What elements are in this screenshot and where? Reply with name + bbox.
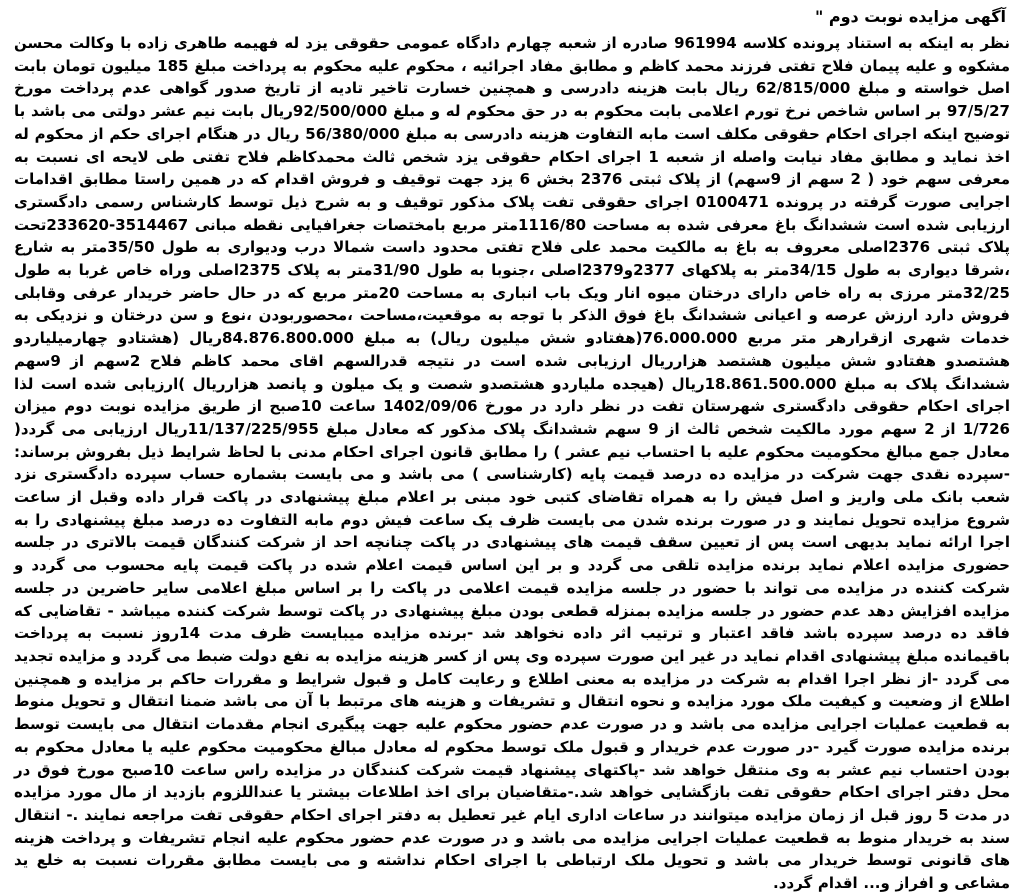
auction-notice xyxy=(13,4,1011,893)
notice-title: آگهی مزایده نوبت دوم " xyxy=(814,7,1006,26)
notice-body: نظر به اینکه به استناد پرونده کلاسه 961994 صادره از شعبه چهارم دادگاه عمومی حقوقی یزد له فهیمه طاهری زاده با وکالت محسن مشکوه و علیه پیمان فلاح تفتی فرزند محمد کاظم و مطابق مفاد اجرائیه ، محکوم علیه محکوم به پرداخت مبلغ 185 میلیون تومان بابت اصل خواسته و مبلغ 62/815/000 ریال بابت هزینه دادرسی و همچنین خسارت تاخیر تادیه از تاریخ صدور گواهی عدم پرداخت مورخ 97/5/27 بر اساس شاخص نرخ تورم اعلامی بابت محکوم به در حق محکوم له و مبلغ 92/500/000ریال بابت نیم عشر دولتی می باشد با توضیح اینکه اجرای احکام حقوقی مکلف است مابه التفاوت هزینه دادرسی به مبلغ 56/380/000 ریال در هنگام اجرای حکم از محکوم له اخذ نماید و مطابق مفاد نیابت واصله از شعبه 1 اجرای احکام حقوقی یزد شخص ثالث محمدکاظم فلاح تفتی طی لایحه ای نسبت به معرفی سهم خود ( 2 سهم از 9سهم) از پلاک ثبتی 2376 بخش 6 یزد جهت توقیف و فروش اقدام که در همین راستا مطابق اقدامات اجرایی صورت گرفته در پرونده 0100471 اجرای حقوقی تفت پلاک مذکور توقیف و به شرح ذیل توسط کارشناس رسمی دادگستری ارزیابی شده است ششدانگ باغ معرفی شده به مساحت 1116/80متر مربع بامختصات جغرافیایی نقطه مبانی 3514467-233620تحت پلاک ثبتی 2376اصلی معروف به باغ به مالکیت محمد علی فلاح تفتی محدود داست شمالا درب ودیواری به طول 35/50متر به شارع ،شرقا دیواری به طول 34/15متر به پلاکهای 2377و2379اصلی ،جنوبا به طول 31/90متر به پلاک 2375اصلی وراه خاص غربا به طول 32/25متر مرزی به راه خاص دارای درختان میوه انار ویک باب انباری به مساحت 20متر مربع که در حال حاضر خریدار عرفی وقابلی فروش دارد ارزش عرصه و اعیانی ششدانگ باغ فوق الذکر با توجه به موقعیت،مساحت ،محصوربودن ،نوع و سن درختان و نزدیکی به خدمات شهری ازقرارهر متر مربع 76.000.000(هفتادو شش میلیون ریال) به مبلغ 84.876.800.000ریال (هشتادو چهارمیلیاردو هشتصدو هفتادو شش میلیون هشتصد هزارریال ارزیابی شده است در نتیجه قدرالسهم اقای محمد کاظم فلاح 2سهم از 9سهم ششدانگ پلاک به مبلغ 18.861.500.000ریال (هیجده ملیاردو هشتصدو شصت و یک میلون و پانصد هزارریال )ارزیابی شده است لذا اجرای احکام حقوقی دادگستری شهرستان تفت در نظر دارد در مورخ 1402/09/06 ساعت 10صبح از طریق مزایده نوبت دوم میزان 1/726 از 2 سهم مورد مالکیت شخص ثالث از 9 سهم ششدانگ پلاک مذکور که معادل مبلغ 11/137/225/955ریال ارزیابی می گردد( معادل جمع مبالغ محکومیت محکوم علیه با احتساب نیم عشر ) را مطابق قانون اجرای احکام مدنی با لحاظ شرایط ذیل بفروش برساند: -سپرده نقدی جهت شرکت در مزایده ده درصد قیمت پایه (کارشناسی ) می باشد و می بایست بشماره حساب سپرده دادگستری نزد شعب بانک ملی واریز و اصل فیش را به همراه تقاضای کتبی خود مبنی بر اعلام مبلغ پیشنهادی در پاکت قرار داده وقبل از ساعت شروع مزایده تحویل نمایند و در صورت برنده شدن می بایست ظرف یک ساعت فیش دوم مابه التفاوت ده درصد مبلغ پیشنهادی را به اجرا ارائه نماید بدیهی است پس از تعیین سقف قیمت های پیشنهادی در پاکت چنانچه احد از شرکت کنندگان قیمت بالاتری در جلسه حضوری مزایده اعلام نماید برنده مزایده تلقی می گردد و بر این اساس قیمت اعلام شده در پاکت قیمت پایه محسوب می گردد و شرکت کننده در مزایده می تواند با حضور در جلسه مزایده قیمت اعلامی در پاکت را بر اساس مبلغ اعلامی سایر حاضرین در جلسه مزایده افزایش دهد عدم حضور در جلسه مزایده بمنزله قطعی بودن مبلغ پیشنهادی در پاکت توسط شرکت کننده میباشد - تقاضایی که فاقد ده درصد سپرده باشد فاقد اعتبار و ترتیب اثر داده نخواهد شد -برنده مزایده میبایست ظرف مدت 14روز نسبت به پرداخت باقیمانده مبلغ پیشنهادی اقدام نماید در غیر این صورت سپرده وی پس از کسر هزینه مزایده به نفع دولت ضبط می گردد و مزایده تجدید می گردد -از نظر اجرا اقدام به شرکت در مزایده به معنی اطلاع و رعایت کامل و قبول شرایط و مقررات حاکم بر مزایده و همچنین اطلاع از وضعیت و کیفیت ملک مورد مزایده و نحوه انتقال و تشریفات و هزینه های مرتبط با آن می باشد ضمنا انتقال و تحویل منوط به قطعیت عملیات اجرایی مزایده می باشد و در صورت عدم حضور محکوم علیه جهت پیگیری انجام مقدمات انتقال می بایست توسط برنده مزایده صورت گیرد -در صورت عدم خریدار و قبول ملک توسط محکوم له معادل مبالغ محکومیت محکوم علیه یا معادل محکوم به بودن احتساب نیم عشر به وی منتقل خواهد شد -پاکتهای پیشنهاد قیمت شرکت کنندگان در مزایده راس ساعت 10صبح مورخ فوق در محل دفتر اجرای احکام حقوقی تفت بازگشایی خواهد شد.-متقاضیان برای اخذ اطلاعات بیشتر یا عنداللزوم بازدید از مال مورد مزایده در مدت 5 روز قبل از زمان مزایده میتوانند در ساعات اداری ایام غیر تعطیل به دفتر اجرای احکام حقوقی تفت مراجعه نمایند .- انتقال سند به خریدار منوط به قطعیت عملیات اجرایی مزایده می باشد و در صورت عدم حضور محکوم علیه انجام تشریفات و پرداخت هزینه های قانونی توسط خریدار می باشد و تحویل ملک ارتباطی با اجرای احکام نداشته و می بایست مطابق مقررات نسبت به خلع ید مشاعی و افراز و... اقدام گردد. xyxy=(13,34,1011,893)
